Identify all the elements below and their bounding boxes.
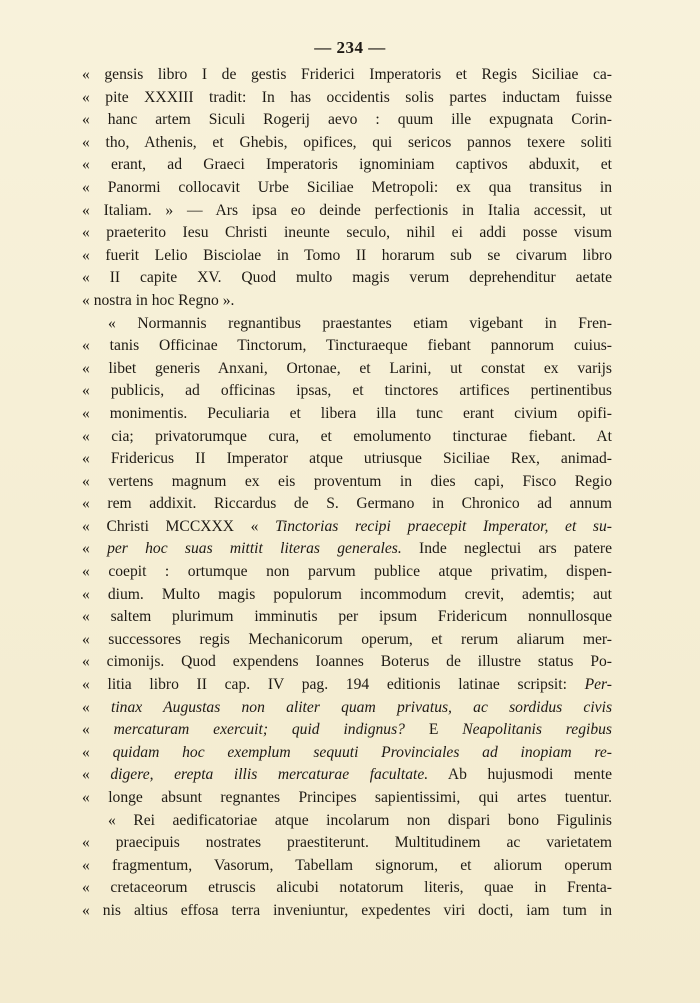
text-segment: Ab hujusmodi mente [428,766,612,784]
text-line [82,787,612,810]
text-segment: « erant, ad Graeci Imperatoris ignominiam captivos abduxit, et [82,156,612,174]
text-segment: « libet generis Anxani, Ortonae, et Larini, ut constat ex varijs [82,359,612,377]
text-line [82,200,612,223]
text-segment: « nostra in hoc Regno ». [82,291,235,309]
text-segment: « cretaceorum etruscis alicubi notatorum literis, quae in Frenta- [82,879,612,897]
text-segment: « [82,743,113,761]
text-line [82,561,612,584]
text-segment: « Fridericus II Imperator atque utriusque Siciliae Rex, animad- [82,450,612,468]
text-line [82,87,612,110]
italic-text: digere, erepta illis mercaturae facultate. [110,766,429,784]
text-line [82,855,612,878]
text-line [82,426,612,449]
text-line [82,267,612,290]
body-text [82,64,612,923]
italic-text: Neapolitanis regibus [462,721,612,739]
text-segment: « Rei aedificatoriae atque incolarum non dispari bono Figulinis [108,811,612,829]
text-line [82,380,612,403]
text-line [82,606,612,629]
text-line [82,245,612,268]
italic-text: tinax Augustas non aliter quam privatus, ac sordidus civis [111,698,612,716]
text-line [82,358,612,381]
text-segment: « cimonijs. Quod expendens Ioannes Boterus de illustre status Po- [82,653,612,671]
text-line [82,403,612,426]
text-segment: « praecipuis nostrates praestiterunt. Multitudinem ac varietatem [82,834,612,852]
text-segment: « [82,540,108,558]
text-segment: « publicis, ad officinas ipsas, et tinctores artifices pertinentibus [82,382,612,400]
text-line [82,629,612,652]
text-segment: « tho, Athenis, et Ghebis, opifices, qui sericos pannos texere soliti [82,133,612,151]
text-line [82,877,612,900]
text-line [82,832,612,855]
text-line [82,448,612,471]
text-line [82,177,612,200]
text-line [82,132,612,155]
text-line [82,697,612,720]
text-segment: E [404,721,463,739]
text-segment: « hanc artem Siculi Rogerij aevo : quum ille expugnata Corin- [82,111,612,129]
text-segment: « monimentis. Peculiaria et libera illa tunc erant civium opifi- [82,404,612,422]
text-line [82,335,612,358]
text-segment: « Italiam. » — Ars ipsa eo deinde perfectionis in Italia accessit, ut [82,201,612,219]
text-segment: « [82,698,112,716]
text-segment: « II capite XV. Quod multo magis verum deprehenditur aetate [82,269,612,287]
text-segment: « fuerit Lelio Bisciolae in Tomo II horarum sub se civarum libro [82,246,612,264]
italic-text: quidam hoc exemplum sequuti Provinciales ad inopiam re- [112,743,612,761]
text-segment: « Christi MCCXXX « [82,517,276,535]
text-segment: « nis altius effosa terra inveniuntur, expedentes viri docti, iam tum in [82,901,612,919]
text-segment: « successores regis Mechanicorum operum, et rerum aliarum mer- [82,630,612,648]
italic-text: Per- [584,676,612,694]
text-segment: « litia libro II cap. IV pag. 194 editionis latinae scripsit: [82,676,585,694]
text-line [82,538,612,561]
text-line [82,64,612,87]
text-line [82,651,612,674]
text-segment: « rem addixit. Riccardus de S. Germano in Chronico ad annum [82,495,612,513]
text-line [82,742,612,765]
text-segment: « fragmentum, Vasorum, Tabellam signorum, et aliorum operum [82,856,612,874]
text-segment: « vertens magnum ex eis proventum in dies capi, Fisco Regio [82,472,612,490]
text-line [82,154,612,177]
text-line [82,584,612,607]
italic-text: per hoc suas mittit literas generales. [107,540,402,558]
text-line [82,222,612,245]
text-segment: « coepit : ortumque non parvum publice atque privatim, dispen- [82,563,612,581]
text-line [82,674,612,697]
text-line [82,493,612,516]
text-segment: « saltem plurimum imminutis per ipsum Fridericum nonnullosque [82,608,612,626]
text-segment: « tanis Officinae Tinctorum, Tincturaeque fiebant pannorum cuius- [82,337,612,355]
text-line [82,109,612,132]
text-line [82,810,612,833]
text-segment: Inde neglectui ars patere [401,540,612,558]
italic-text: Tinctorias recipi praecepit Imperator, et su- [275,517,612,535]
text-line [82,290,612,313]
text-segment: « longe absunt regnantes Principes sapientissimi, qui artes tuentur. [82,789,612,806]
text-line [82,764,612,787]
page-number: — 234 — [314,38,386,57]
text-segment: « [82,766,111,784]
text-segment: « dium. Multo magis populorum incommodum crevit, ademtis; aut [82,585,612,603]
text-line [82,719,612,742]
text-line [82,516,612,539]
text-line [82,313,612,336]
text-segment: « pite XXXIII tradit: In has occidentis solis partes inductam fuisse [82,88,612,106]
text-segment: « [82,721,114,739]
text-segment: « praeterito Iesu Christi ineunte seculo, nihil ei addi posse visum [82,224,612,242]
text-segment: « Normannis regnantibus praestantes etiam vigebant in Fren- [108,314,612,332]
text-segment: « cia; privatorumque cura, et emolumento tincturae fiebant. At [82,427,612,445]
text-line [82,900,612,923]
text-line [82,471,612,494]
text-segment: « Panormi collocavit Urbe Siciliae Metropoli: ex qua transitus in [82,178,612,196]
text-segment: « gensis libro I de gestis Friderici Imperatoris et Regis Siciliae ca- [82,66,612,83]
italic-text: mercaturam exercuit; quid indignus? [113,721,405,739]
